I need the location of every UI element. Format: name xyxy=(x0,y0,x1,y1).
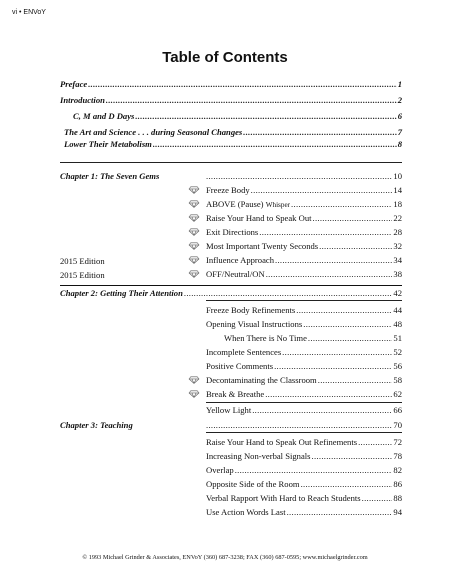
toc-chapter-2[interactable] xyxy=(60,288,402,299)
page-title: Table of Contents xyxy=(162,49,288,66)
toc-entry-cmd-days[interactable] xyxy=(73,111,402,122)
toc-page: 51 xyxy=(393,333,402,343)
toc-entry[interactable] xyxy=(206,185,402,196)
toc-label: Use Action Words Last xyxy=(206,507,286,517)
toc-page: 32 xyxy=(393,241,402,251)
toc-label: Opposite Side of the Room xyxy=(206,479,300,489)
toc-label: Influence Approach xyxy=(206,255,275,265)
toc-label: Raise Your Hand to Speak Out Refinements xyxy=(206,437,358,447)
toc-entry[interactable] xyxy=(206,405,402,416)
edition-note: 2015 Edition xyxy=(60,256,105,266)
toc-entry[interactable] xyxy=(206,319,402,330)
toc-entry[interactable] xyxy=(206,305,402,316)
gem-icon xyxy=(188,256,200,264)
toc-label: When There is No Time xyxy=(224,333,307,343)
toc-entry[interactable] xyxy=(206,437,402,448)
toc-label: Increasing Non-verbal Signals xyxy=(206,451,311,461)
toc-entry-preface[interactable] xyxy=(60,79,402,90)
toc-label: Exit Directions xyxy=(206,227,259,237)
toc-label: Opening Visual Instructions xyxy=(206,319,303,329)
chapter-title: Chapter 1: The Seven Gems xyxy=(60,171,160,181)
toc-page: 44 xyxy=(393,305,402,315)
toc-label: Raise Your Hand to Speak Out xyxy=(206,213,312,223)
toc-page: 58 xyxy=(393,375,402,385)
toc-label: Freeze Body xyxy=(206,185,250,195)
toc-page: 94 xyxy=(393,507,402,517)
toc-page: 8 xyxy=(397,139,402,149)
edition-note: 2015 Edition xyxy=(60,270,105,280)
toc-entry[interactable] xyxy=(206,255,402,266)
toc-entry[interactable] xyxy=(206,507,402,518)
toc-page: 34 xyxy=(393,255,402,265)
toc-label: Overlap xyxy=(206,465,234,475)
page-footer: © 1993 Michael Grinder & Associates, ENVoY (360) 687-3238; FAX (360) 687-0595; www.michaelgrinder.com xyxy=(82,554,368,561)
toc-entry[interactable] xyxy=(206,199,402,211)
toc-entry-indented[interactable] xyxy=(224,333,402,344)
toc-label: Decontaminating the Classroom xyxy=(206,375,317,385)
toc-entry-introduction[interactable] xyxy=(60,95,402,106)
toc-page: 28 xyxy=(393,227,402,237)
toc-entry[interactable] xyxy=(206,465,402,476)
toc-chapter-1[interactable] xyxy=(60,171,402,182)
toc-label-suffix: Whisper xyxy=(265,201,291,209)
toc-entry-art-science[interactable] xyxy=(64,127,402,138)
gem-icon xyxy=(188,200,200,208)
toc-page: 82 xyxy=(393,465,402,475)
toc-page: 7 xyxy=(397,127,402,137)
toc-label: C, M and D Days xyxy=(73,111,135,121)
toc-chapter-3[interactable] xyxy=(60,420,402,431)
toc-entry[interactable] xyxy=(206,451,402,462)
gem-icon xyxy=(188,270,200,278)
chapter-title: Chapter 2: Getting Their Attention xyxy=(60,288,183,298)
toc-page: 14 xyxy=(393,185,402,195)
toc-page: 42 xyxy=(393,288,402,298)
toc-entry[interactable] xyxy=(206,479,402,490)
toc-entry-metabolism[interactable] xyxy=(64,139,402,150)
toc-page: 88 xyxy=(393,493,402,503)
gem-icon xyxy=(188,376,200,384)
gem-icon xyxy=(188,214,200,222)
chapter-underline xyxy=(206,300,402,301)
toc-entry[interactable] xyxy=(206,227,402,238)
toc-page: 1 xyxy=(397,79,402,89)
toc-label: Incomplete Sentences xyxy=(206,347,282,357)
toc-entry[interactable] xyxy=(206,213,402,224)
toc-entry[interactable] xyxy=(206,493,402,504)
toc-page: 56 xyxy=(393,361,402,371)
toc-label: ABOVE (Pause) Whisper xyxy=(206,199,291,209)
toc-entry[interactable] xyxy=(206,347,402,358)
running-header: vi • ENVoY xyxy=(12,9,46,16)
toc-label: Freeze Body Refinements xyxy=(206,305,296,315)
toc-label: Introduction xyxy=(60,95,105,105)
toc-page: 48 xyxy=(393,319,402,329)
gem-icon xyxy=(188,390,200,398)
toc-page: 6 xyxy=(397,111,402,121)
toc-label: The Art and Science . . . during Seasonal Changes xyxy=(64,127,243,137)
toc-label: Lower Their Metabolism xyxy=(64,139,152,149)
toc-entry[interactable] xyxy=(206,389,402,400)
toc-page: 18 xyxy=(393,199,402,209)
toc-page: 62 xyxy=(393,389,402,399)
toc-entry[interactable] xyxy=(206,361,402,372)
toc-label: Yellow Light xyxy=(206,405,252,415)
toc-label: Positive Comments xyxy=(206,361,274,371)
toc-page: 10 xyxy=(393,171,402,181)
gem-icon xyxy=(188,186,200,194)
toc-page: 66 xyxy=(393,405,402,415)
section-divider xyxy=(60,162,402,163)
chapter-title: Chapter 3: Teaching xyxy=(60,420,133,430)
toc-entry[interactable] xyxy=(206,375,402,386)
toc-page: 2 xyxy=(397,95,402,105)
toc-page: 38 xyxy=(393,269,402,279)
toc-page: 52 xyxy=(393,347,402,357)
entry-divider xyxy=(206,402,402,403)
toc-page: 78 xyxy=(393,451,402,461)
toc-page: 22 xyxy=(393,213,402,223)
toc-label: Verbal Rapport With Hard to Reach Students xyxy=(206,493,361,503)
toc-label: OFF/Neutral/ON xyxy=(206,269,265,279)
toc-label: Preface xyxy=(60,79,88,89)
toc-page: 86 xyxy=(393,479,402,489)
chapter-divider xyxy=(60,285,402,286)
gem-icon xyxy=(188,242,200,250)
chapter-underline xyxy=(206,432,402,433)
toc-entry[interactable] xyxy=(206,269,402,280)
toc-page: 72 xyxy=(393,437,402,447)
toc-page: 70 xyxy=(393,420,402,430)
toc-entry[interactable] xyxy=(206,241,402,252)
gem-icon xyxy=(188,228,200,236)
toc-label: Break & Breathe xyxy=(206,389,265,399)
toc-label: Most Important Twenty Seconds xyxy=(206,241,319,251)
